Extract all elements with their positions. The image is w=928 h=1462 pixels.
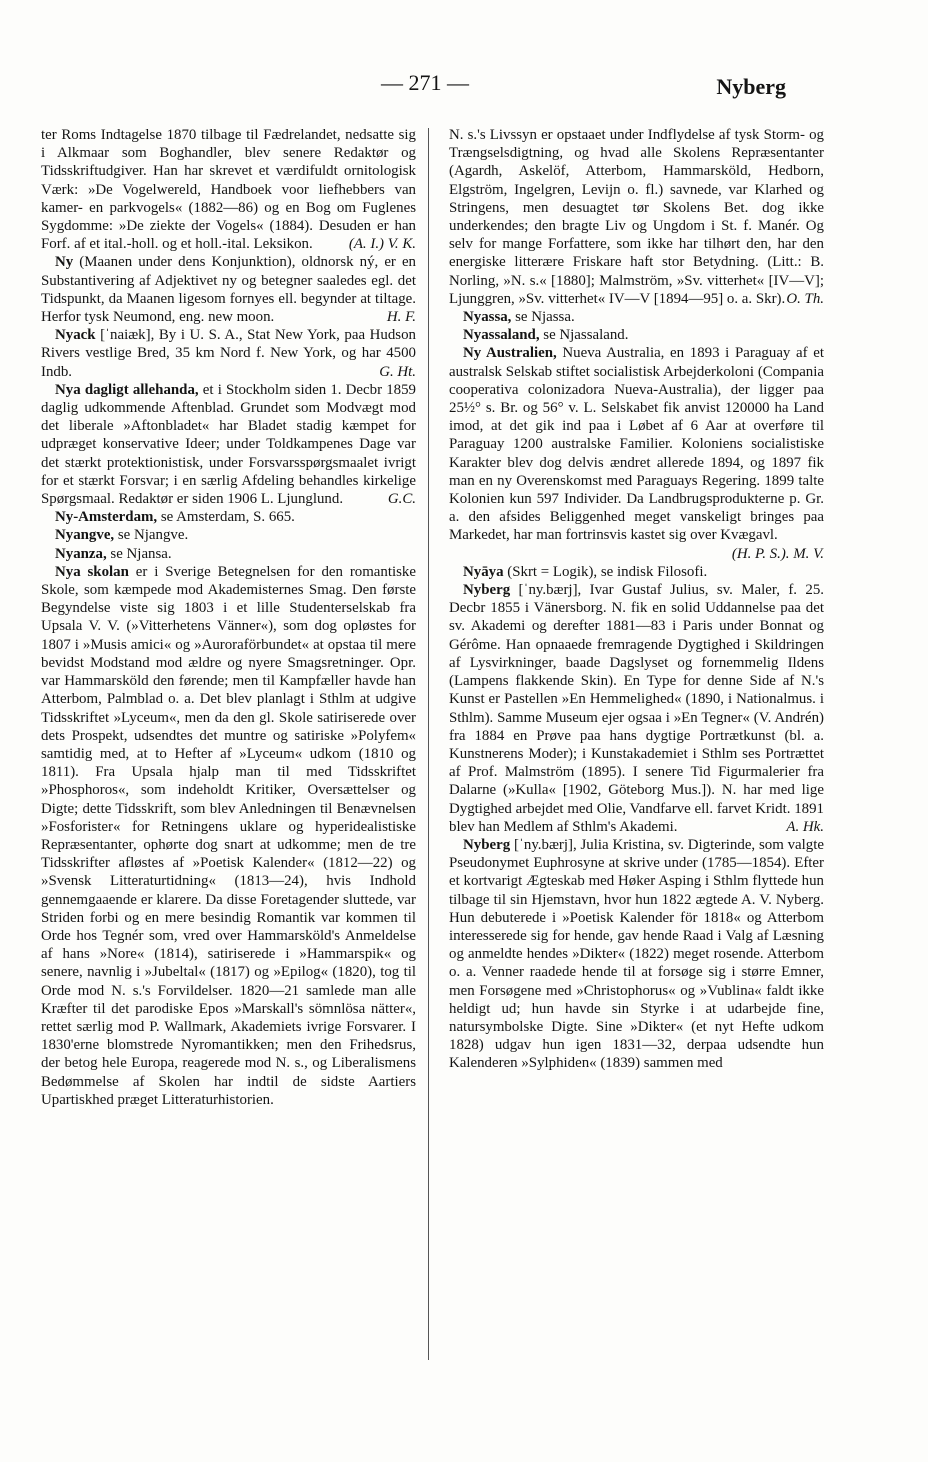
entry-headword: Nyangve, [55, 527, 115, 544]
entry-body: Nueva Australia, en 1893 i Paraguay af et australsk Selskab stiftet socialistisk Arbejderkoloni (Compania cooperativa colonizadora Nueva-Australia), der ligger paa 25½° s. Br. og 56° v. L. Selskabet fik anvist 120000 ha Land imod, at det gik ind paa i Løbet af 6 Aar at overføre til Paraguay 1200 australske Familier. Koloniens socialistiske Karakter blev dog delvis ændret allerede 1894, og 1897 fik man en ny Overenskomst med Paraguays Regering. 1899 talte Kolonien kun 597 Individer. Da Landbrugsprodukterne p. Gr. a. den afsides Beliggenhed meget vanskeligt bringes paa Markedet, har man fortrinsvis kastet sig over Kvægavl. [449, 345, 824, 544]
author-signature: O. Th. [786, 290, 824, 307]
article-entry [449, 308, 824, 326]
entry-body: [ˈnaiæk], By i U. S. A., Stat New York, paa Hudson Rivers vestlige Bred, 35 km Nord f. New York, og har 4500 Indb. [41, 327, 416, 380]
entry-headword: Nya dagligt allehanda, [55, 381, 199, 398]
article-entry [41, 253, 416, 326]
entry-body: (Skrt = Logik), se indisk Filosofi. [503, 563, 708, 580]
author-signature: (A. I.) V. K. [348, 236, 416, 253]
article-entry [41, 508, 416, 526]
article-entry [41, 381, 416, 508]
column-divider [428, 128, 429, 1360]
page-header [0, 70, 928, 110]
author-signature: H. F. [386, 309, 416, 326]
author-signature: (H. P. S.). M. V. [731, 545, 824, 562]
entry-headword: Nyāya [463, 563, 504, 580]
article-entry [449, 563, 824, 581]
running-head: Nyberg [716, 74, 786, 99]
article-entry [41, 326, 416, 381]
article-entry [449, 836, 824, 1073]
entry-body: se Amsterdam, S. 665. [157, 509, 295, 526]
article-entry [41, 563, 416, 1109]
entry-body: [ˈny.bærj], Ivar Gustaf Julius, sv. Maler, f. 25. Decbr 1855 i Vänersborg. N. fik en solid Uddannelse paa det sv. Akademi og derefter 1881—83 i Paris under Bonnat og Gérôme. Han opnaaede fremragende Dygtighed i Skildringen af Lysvirkninger, baade Dagslyset og fornemmelig Ildens (Lampens flakkende Skin). En Type for denne Side af N.'s Kunst er Pastellen »En Hemmelighed« (1890, i Nationalmus. i Sthlm). Samme Museum ejer ogsaa i »En Tegner« (V. Andrén) fra 1884 en Prøve paa hans dygtige Portrætkunst (bl. a. Kunstnerens Moder); i Kunstakademiet i Sthlm ses Portrættet af Prof. Malmström (1895). I senere Tid Figurmalerier fra Dalarne (»Kulla« [1902, Göteborg Mus.]). N. har med lige Dygtighed arbejdet med Olie, Vandfarve ell. farvet Kridt. 1891 blev han Medlem af Sthlm's Akademi. [449, 582, 824, 835]
entry-body: se Njassaland. [539, 327, 629, 344]
left-column [41, 126, 416, 1109]
entry-body: N. s.'s Livssyn er opstaaet under Indflydelse af tysk Storm- og Trængselsdigtning, og hvad alle Skolens Repræsentanter (Agardh, Askelöf, Atterbom, Hammarsköld, Hedborn, Elgström, Ingelgren, Levijn o. fl.) savnede, var Klarhed og Stringens, men desuagtet tør Skolens Bet. dog ikke underkendes; den bragte Liv og Ungdom i St. f. Manér. Og selv for mange Forfattere, som ikke har tilhørt den, har den energiske litterære Friskare haft stor Betydning. (Litt.: B. Norling, »N. s.« [1880]; Malmström, »Sv. vitterhet« [IV—V]; Ljunggren, »Sv. vitterhet« IV—V [1894—95] o. a. Skr). [449, 127, 824, 307]
entry-body: [ˈny.bærj], Julia Kristina, sv. Digterinde, som valgte Pseudonymet Euphrosyne at skrive under (1785—1854). Efter et kortvarigt Ægteskab med Høker Asping i Sthlm flyttede hun tilbage til sin Hjemstavn, hvor hun 1822 ægtede A. V. Nyberg. Hun debuterede i »Poetisk Kalender för 1818« og Atterbom interesserede sig for hende, gav hende Raad i Valg af Læsning og anmeldte hendes »Dikter« (1822) meget rosende. Atterbom o. a. Venner raadede hende til at forsøge sig i større Emner, men Forsøgene med »Christophorus« og »Vublina« faldt ikke heldigt ud; hun havde sin Styrke i at udarbejde fine, natursymbolske Digte. Sine »Dikter« (et nyt Hefte udkom 1828) udgav hun igen 1831—32, derpaa udsendte hun Kalenderen »Sylphiden« (1839) sammen med [449, 836, 824, 1072]
entry-headword: Ny-Amsterdam, [55, 509, 158, 526]
entry-headword: Nyack [55, 327, 96, 344]
right-column [449, 126, 824, 1073]
entry-headword: Ny [55, 254, 74, 271]
entry-headword: Nya skolan [55, 563, 129, 580]
entry-headword: Nyanza, [55, 545, 107, 562]
entry-headword: Nyassaland, [463, 327, 540, 344]
author-signature: G.C. [387, 491, 416, 508]
article-entry [449, 344, 824, 562]
entry-headword: Nyassa, [463, 309, 512, 326]
entry-body: se Njangve. [114, 527, 189, 544]
article-entry [449, 326, 824, 344]
article-entry [41, 526, 416, 544]
entry-body: se Njassa. [511, 309, 575, 326]
entry-headword: Nyberg [463, 582, 511, 599]
entry-headword: Ny Australien, [463, 345, 557, 362]
entry-body: (Maanen under dens Konjunktion), oldnorsk ný, er en Substantivering af Adjektivet ny og betegner saaledes egl. det Tidspunkt, da Maanen ligesom fornyes ell. begynder at tiltage. Herfor tysk Neumond, eng. new moon. [41, 254, 416, 326]
entry-body: er i Sverige Betegnelsen for den romantiske Skole, som kæmpede mod Akademisternes Smag. Den første Begyndelse viste sig 1803 i et lille Studenterselskab fra Upsala V. V. (»Vitterhetens Vänner«), som dog opløstes for 1807 i »Musis amici« og »Auroraförbundet« at opstaa til mere bevidst Modstand mod ældre og nyere Smagsretninger. Opr. var Hammarsköld den førende; men til Kampfæller havde han Atterbom, Palmblad o. a. Det blev planlagt i Sthlm at udgive Tidsskriftet »Lyceum«, men da den gl. Skole satiriserede over dets Prospekt, udsendtes det muntre og satiriske »Polyfem« samtidig med, at to Hefter af »Lyceum« udkom (1810 og 1811). Fra Upsala hjalp man til med Tidsskriftet »Phosphoros«, som indeholdt Kritiker, Oversættelser og Digte; dette Tidsskrift, som blev Anledningen til Benævnelsen »Fosforister« for Retningens uklare og hyperidealistiske Repræsentanter, ophørte dog snart at udkomme; men de tre Tidsskrifter afløstes af »Poetisk Kalender« (1812—22) og »Svensk Litteraturtidning« (1813—24), hvis Indhold gennemgaaende er klarere. Da disse Foretagender sluttede, var Striden forbi og en mere besindig Romantik var kommen til Orde hos Tegnér som, vred over Hammarsköld's Anmeldelse af hans »Nore« (1814), satiriserede i »Hammarspik« og senere, navnlig i »Jubeltal« (1817) og »Epilog« (1820), tog til Orde mod N. s.'s Forvildelser. 1820—21 samlede man alle Kræfter til det parodiske Epos »Marskall's sömnlösa nätter«, rettet særlig mod P. Wallmark, Akademiets ivrige Forsvarer. I 1830'erne blomstrede Nyromantikken; men den Frihedsrus, der betog hele Europa, reagerede mod N. s., og Liberalismens Bedømmelse af Skolen har indtil de sidste Aartiers Upartiskhed præget Litteraturhistorien. [41, 563, 416, 1108]
article-entry [41, 126, 416, 253]
author-signature: G. Ht. [379, 363, 416, 380]
entry-body: se Njansa. [106, 545, 172, 562]
article-entry [449, 581, 824, 836]
author-signature: A. Hk. [786, 818, 824, 835]
entry-body: et i Stockholm siden 1. Decbr 1859 daglig udkommende Aftenblad. Grundet som Modvægt mod det liberale »Aftonbladet« har Bladet stadig kæmpet for udpræget konservative Ideer; under Toldkampenes Dage var det stærkt protektionistisk, under Forsvarsspørgsmaalet ivrigt for et stærkt Forsvar; i en særlig Afdeling behandles kirkelige Spørgsmaal. Redaktør er siden 1906 L. Ljunglund. [41, 381, 416, 508]
article-entry [41, 545, 416, 563]
article-entry [449, 126, 824, 308]
page-number: — 271 — [381, 70, 469, 95]
entry-headword: Nyberg [463, 836, 511, 853]
entry-body: ter Roms Indtagelse 1870 tilbage til Fædrelandet, nedsatte sig i Alkmaar som Boghandler, blev senere Redaktør og Tidsskriftudgiver. Han har skrevet et værdifuldt ornitologisk Værk: »De Vogelwereld, Handboek voor liefhebbers van kamer- en parkvogels« (1882—86) og en Bog om Fuglenes Sygdomme: »De ziekte der Vogels« (1884). Desuden er han Forf. af et ital.-holl. og et holl.-ital. Leksikon. [41, 127, 416, 253]
